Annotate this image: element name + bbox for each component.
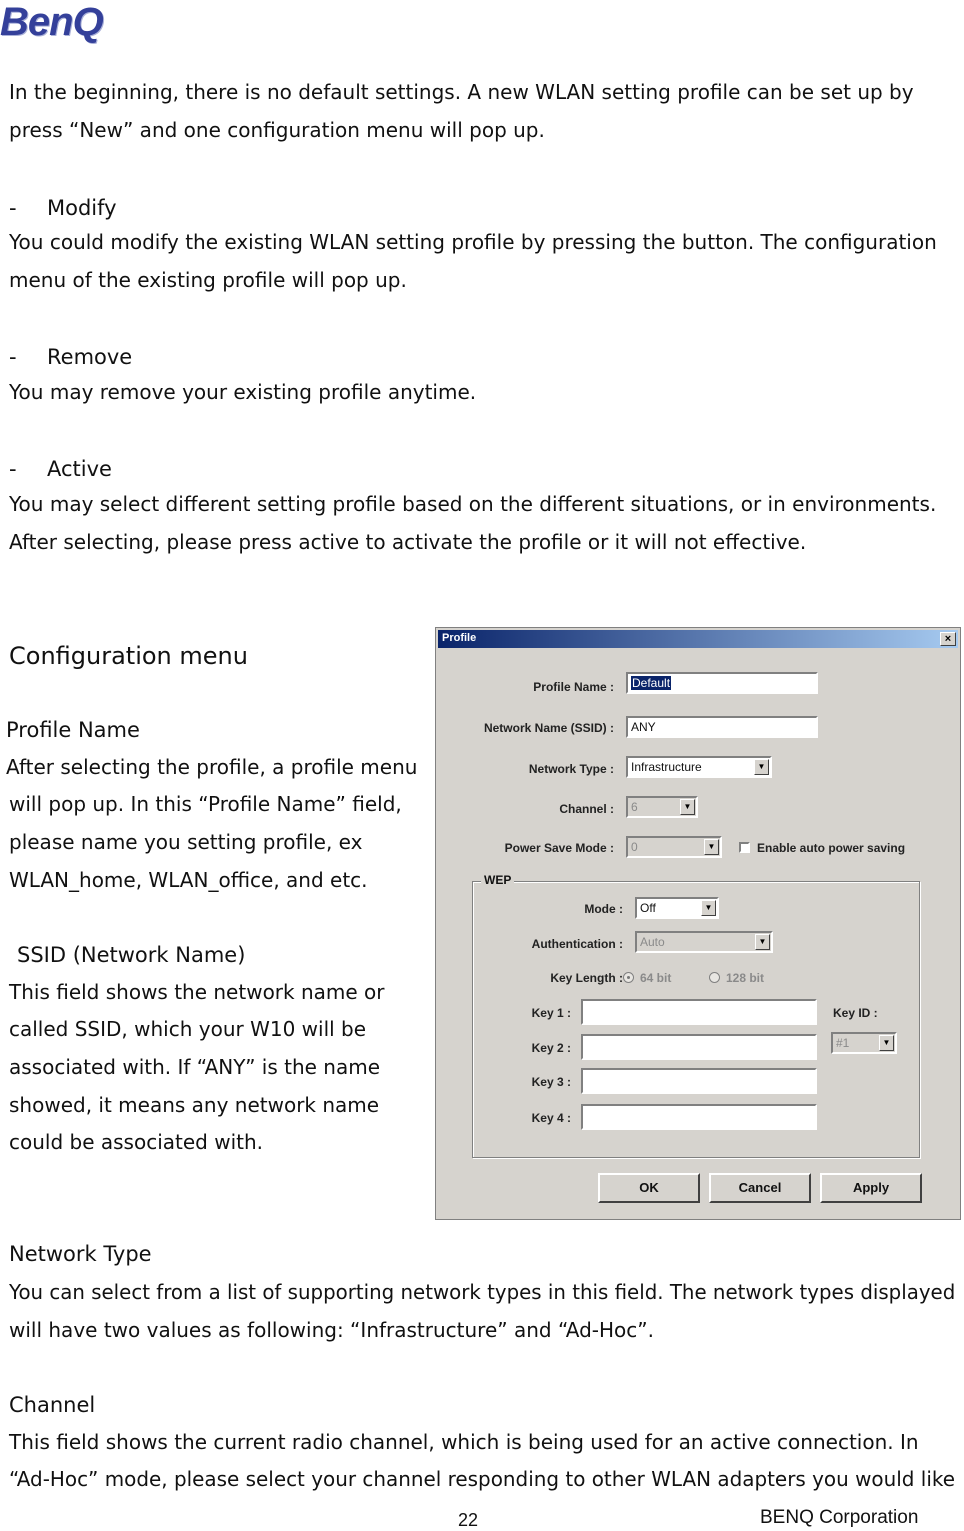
key3-input[interactable] <box>581 1068 817 1094</box>
dialog-titlebar <box>438 630 958 648</box>
profile-name-line-4: WLAN_home, WLAN_office, and etc. <box>9 868 368 892</box>
profile-name-input[interactable]: Default <box>626 672 818 694</box>
wep-group <box>472 873 920 1158</box>
key4-input[interactable] <box>581 1104 817 1130</box>
key-128-radio[interactable] <box>709 972 720 983</box>
network-type-line-1: You can select from a list of supporting network types in this field. The network types displayed <box>9 1280 956 1304</box>
network-type-heading: Network Type <box>9 1242 152 1266</box>
key1-label: Key 1 : <box>531 1006 571 1020</box>
chevron-down-icon: ▼ <box>701 900 716 916</box>
footer-corporation: BENQ Corporation <box>760 1507 919 1528</box>
network-name-label: Network Name (SSID) : <box>483 721 614 735</box>
key2-input[interactable] <box>581 1034 817 1060</box>
chevron-down-icon: ▼ <box>704 839 719 855</box>
ok-button[interactable]: OK <box>598 1173 700 1203</box>
chevron-down-icon: ▼ <box>755 934 770 950</box>
dialog-title: Profile <box>442 632 477 644</box>
key-id-select[interactable]: #1 ▼ <box>831 1032 897 1054</box>
key4-label: Key 4 : <box>531 1111 571 1125</box>
close-icon[interactable]: × <box>940 632 956 646</box>
ssid-line-4: showed, it means any network name <box>9 1093 380 1117</box>
profile-name-line-1: After selecting the profile, a profile menu <box>6 755 418 779</box>
network-type-select[interactable]: Infrastructure ▼ <box>626 756 772 778</box>
key3-label: Key 3 : <box>531 1075 571 1089</box>
intro-line-2: press “New” and one configuration menu will pop up. <box>9 118 545 142</box>
ssid-line-1: This field shows the network name or <box>9 980 385 1004</box>
active-heading: - Active <box>9 457 112 481</box>
remove-line-1: You may remove your existing profile anytime. <box>9 380 477 404</box>
profile-name-line-2: will pop up. In this “Profile Name” field, <box>9 792 402 816</box>
chevron-down-icon: ▼ <box>754 759 769 775</box>
key-id-label: Key ID : <box>833 1006 878 1020</box>
chevron-down-icon: ▼ <box>680 799 695 815</box>
channel-heading: Channel <box>9 1393 96 1417</box>
key-64-label: 64 bit <box>640 971 672 985</box>
configuration-menu-heading: Configuration menu <box>9 642 248 670</box>
mode-label: Mode : <box>584 902 623 916</box>
key-128-label: 128 bit <box>726 971 765 985</box>
network-type-label: Network Type : <box>528 762 614 776</box>
profile-name-heading: Profile Name <box>6 718 140 742</box>
channel-line-2: “Ad-Hoc” mode, please select your channel responding to other WLAN adapters you would like <box>9 1467 955 1491</box>
profile-name-line-3: please name you setting profile, ex <box>9 830 363 854</box>
mode-select[interactable]: Off ▼ <box>635 897 719 919</box>
key1-input[interactable] <box>581 999 817 1025</box>
wep-caption: WEP <box>481 873 514 887</box>
network-name-input[interactable]: ANY <box>626 716 818 738</box>
channel-line-1: This field shows the current radio channel, which is being used for an active connection. In <box>9 1430 919 1454</box>
profile-name-label: Profile Name : <box>533 680 614 694</box>
modify-line-2: menu of the existing profile will pop up. <box>9 268 407 292</box>
apply-button[interactable]: Apply <box>820 1173 922 1203</box>
active-line-2: After selecting, please press active to activate the profile or it will not effective. <box>9 530 807 554</box>
ssid-line-3: associated with. If “ANY” is the name <box>9 1055 381 1079</box>
auto-power-label: Enable auto power saving <box>757 841 906 855</box>
power-save-select[interactable]: 0 ▼ <box>626 836 722 858</box>
ssid-line-2: called SSID, which your W10 will be <box>9 1017 367 1041</box>
auto-power-checkbox[interactable] <box>739 842 750 853</box>
authentication-select[interactable]: Auto ▼ <box>635 931 773 953</box>
remove-heading: - Remove <box>9 345 133 369</box>
network-type-line-2: will have two values as following: “Infrastructure” and “Ad-Hoc”. <box>9 1318 654 1342</box>
intro-line-1: In the beginning, there is no default settings. A new WLAN setting profile can be set up by <box>9 80 914 104</box>
page-number: 22 <box>458 1510 479 1530</box>
benq-logo: BenQ <box>0 0 103 44</box>
authentication-label: Authentication : <box>531 937 623 951</box>
active-line-1: You may select different setting profile based on the different situations, or in environments. <box>9 492 937 516</box>
modify-line-1: You could modify the existing WLAN setting profile by pressing the button. The configuration <box>9 230 937 254</box>
channel-label: Channel : <box>559 802 614 816</box>
profile-dialog <box>435 627 961 1220</box>
modify-heading: - Modify <box>9 196 117 220</box>
power-save-label: Power Save Mode : <box>504 841 614 855</box>
ssid-line-5: could be associated with. <box>9 1130 264 1154</box>
chevron-down-icon: ▼ <box>879 1035 894 1051</box>
key2-label: Key 2 : <box>531 1041 571 1055</box>
cancel-button[interactable]: Cancel <box>709 1173 811 1203</box>
key-length-label: Key Length : <box>550 971 623 985</box>
channel-select[interactable]: 6 ▼ <box>626 796 698 818</box>
key-64-radio[interactable] <box>623 972 634 983</box>
ssid-heading: SSID (Network Name) <box>17 943 246 967</box>
